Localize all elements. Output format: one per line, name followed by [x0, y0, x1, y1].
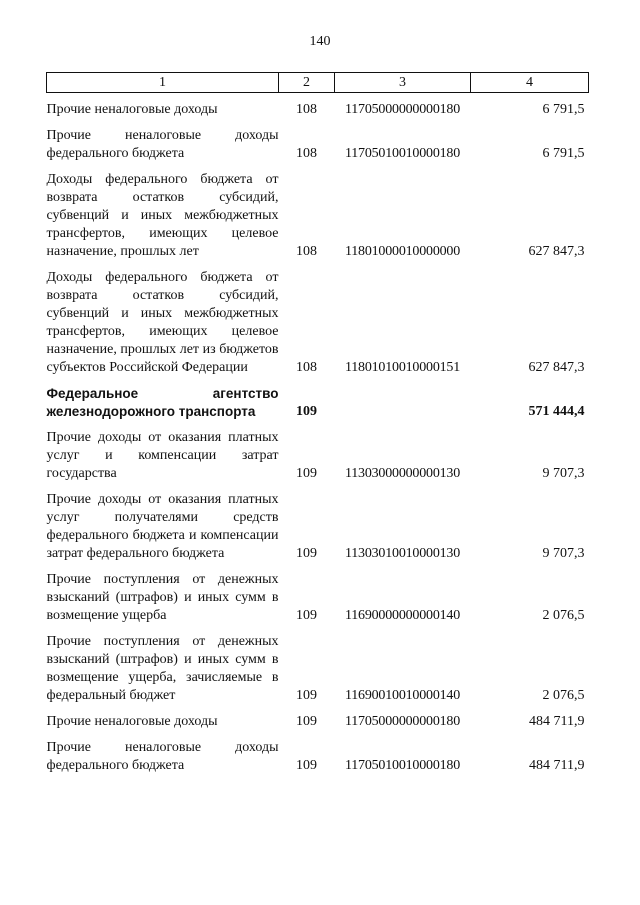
row-name-cell: Прочие поступления от денежных взысканий (штрафов) и иных сумм в возмещение ущерба — [46, 572, 279, 623]
row-name-cell: Прочие неналоговые доходы — [46, 714, 218, 729]
table-row — [47, 421, 589, 483]
table-row — [47, 483, 589, 563]
row-budget-code-cell: 11705010010000180 — [344, 758, 461, 773]
row-budget-code-cell: 11690000000000140 — [344, 608, 461, 623]
row-name-cell: Прочие неналоговые доходы — [46, 102, 218, 117]
row-budget-code-cell — [335, 377, 471, 421]
row-amount-cell: 484 711,9 — [529, 714, 585, 729]
table-row — [47, 705, 589, 731]
row-amount-cell: 627 847,3 — [528, 244, 585, 259]
row-amount-cell: 2 076,5 — [542, 688, 585, 703]
table-row — [47, 261, 589, 377]
table-row — [47, 377, 589, 421]
header-col-1: 1 — [47, 73, 279, 93]
row-admin-code-cell: 109 — [296, 758, 317, 773]
revenue-table — [46, 72, 589, 775]
row-budget-code-cell: 11801010010000151 — [344, 360, 461, 375]
row-admin-code-cell: 109 — [296, 466, 317, 481]
row-admin-code-cell: 108 — [296, 102, 317, 117]
row-amount-cell: 9 707,3 — [542, 466, 585, 481]
table-row — [47, 93, 589, 120]
table-row — [47, 163, 589, 261]
row-admin-code-cell: 109 — [296, 404, 317, 419]
row-budget-code-cell: 11303000000000130 — [344, 466, 461, 481]
table-body — [47, 93, 589, 776]
row-budget-code-cell: 11705010010000180 — [344, 146, 461, 161]
row-name-cell: Прочие неналоговые доходы федерального бюджета — [46, 740, 279, 773]
row-name-cell: Доходы федерального бюджета от возврата остатков субсидий, субвенций и иных межбюджетных трансфертов, имеющих целевое назначение, прошлых лет из бюджетов субъектов Российской Федерации — [46, 270, 279, 375]
row-budget-code-cell: 11705000000000180 — [344, 102, 461, 117]
row-admin-code-cell: 108 — [296, 146, 317, 161]
table-row — [47, 625, 589, 705]
table-row — [47, 119, 589, 163]
row-admin-code-cell: 108 — [296, 360, 317, 375]
row-budget-code-cell: 11705000000000180 — [344, 714, 461, 729]
row-budget-code-cell: 11690010010000140 — [344, 688, 461, 703]
row-amount-cell: 9 707,3 — [542, 546, 585, 561]
header-col-4: 4 — [471, 73, 589, 93]
page-number: 140 — [309, 34, 331, 49]
row-name-cell: Прочие доходы от оказания платных услуг и компенсации затрат государства — [46, 430, 279, 481]
row-budget-code-cell: 11303010010000130 — [344, 546, 461, 561]
header-col-2: 2 — [279, 73, 335, 93]
row-name-cell: Прочие доходы от оказания платных услуг получателями средств федерального бюджета и компенсации затрат федерального бюджета — [46, 492, 279, 561]
row-admin-code-cell: 109 — [296, 688, 317, 703]
row-name-cell: Доходы федерального бюджета от возврата остатков субсидий, субвенций и иных межбюджетных трансфертов, имеющих целевое назначение, прошлых лет — [46, 172, 279, 259]
row-amount-cell: 484 711,9 — [529, 758, 585, 773]
header-col-3: 3 — [335, 73, 471, 93]
row-amount-cell: 571 444,4 — [528, 404, 585, 419]
row-admin-code-cell: 109 — [296, 714, 317, 729]
row-admin-code-cell: 109 — [296, 608, 317, 623]
table-row — [47, 563, 589, 625]
table-row — [47, 731, 589, 775]
row-amount-cell: 2 076,5 — [542, 608, 585, 623]
row-admin-code-cell: 108 — [296, 244, 317, 259]
row-amount-cell: 6 791,5 — [542, 102, 585, 117]
row-budget-code-cell: 11801000010000000 — [344, 244, 461, 259]
row-name-cell: Прочие поступления от денежных взысканий (штрафов) и иных сумм в возмещение ущерба, зачисляемые в федеральный бюджет — [46, 634, 279, 703]
row-amount-cell: 6 791,5 — [542, 146, 585, 161]
row-admin-code-cell: 109 — [296, 546, 317, 561]
table-header — [47, 73, 589, 93]
header-row — [47, 73, 589, 93]
row-name-cell: Федеральное агентство железнодорожного транспорта — [46, 386, 279, 419]
row-amount-cell: 627 847,3 — [528, 360, 585, 375]
row-name-cell: Прочие неналоговые доходы федерального бюджета — [46, 128, 279, 161]
